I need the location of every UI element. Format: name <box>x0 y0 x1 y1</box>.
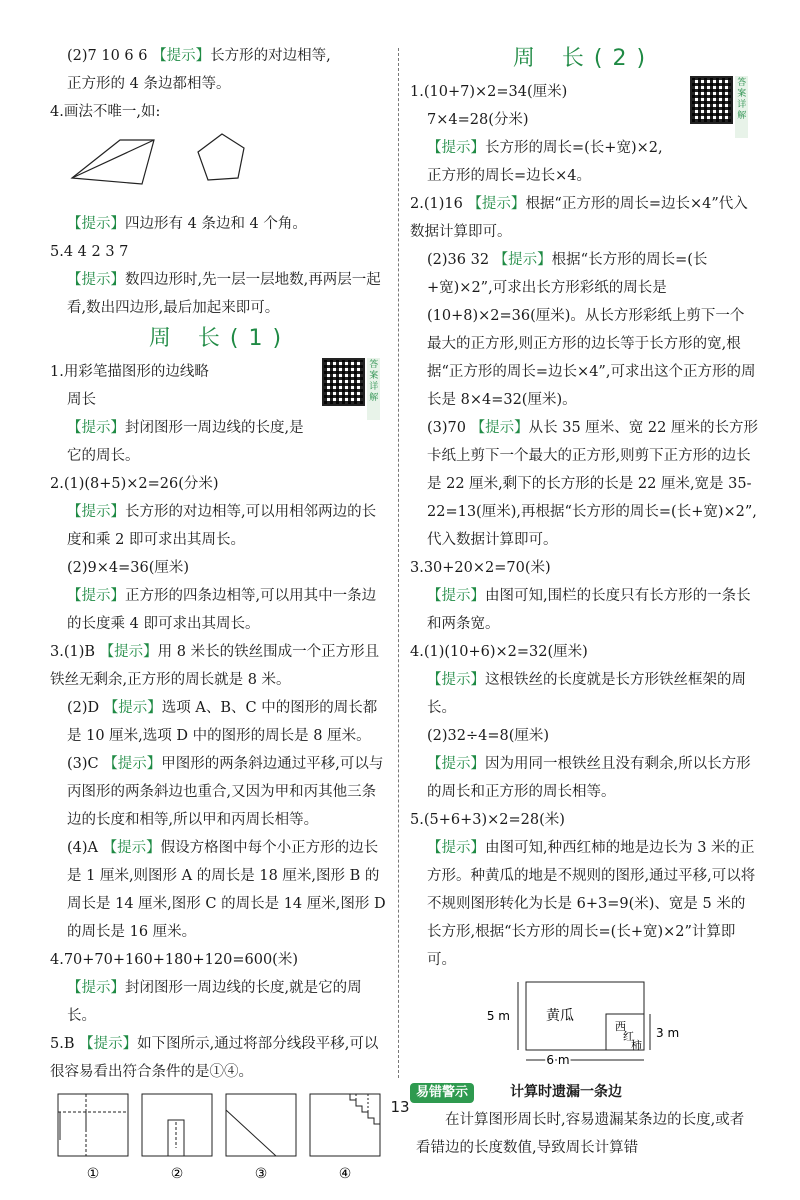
question-4: 4.(1)(10+6)×2=32(厘米) 【提示】这根铁丝的长度就是长方形铁丝框架的周长。 (2)32÷4=8(厘米) 【提示】因为用同一根铁丝且没有剩余,所以长方形的周长和正方形的周长相等。 <box>410 644 751 800</box>
cucumber-label: 黄瓜 <box>546 1008 574 1024</box>
warning-text: 在计算图形周长时,容易遗漏某条边的长度,或者看错边的长度数值,导致周长计算错 <box>416 1112 745 1156</box>
answer-line: (2)7 10 6 6 【提示】长方形的对边相等, <box>67 48 331 64</box>
column-divider <box>398 48 399 1078</box>
figure-label: ② <box>170 1166 184 1182</box>
section-title: 周 长(2) <box>512 46 656 71</box>
svg-text:红: 红 <box>623 1030 634 1043</box>
hint-line: 【提示】四边形有 4 条边和 4 个角。 <box>67 216 307 232</box>
question-5: 5.(5+6+3)×2=28(米) 【提示】由图可知,种西红柿的地是边长为 3 米的正方形。种黄瓜的地是不规则的图形,通过平移,可以将不规则图形转化为长是 6+3=9(米)、宽是 5 米的长方形,根据“长方形的周长=(长+宽)×2”计算即可。 <box>410 812 756 968</box>
right-column <box>410 42 758 1162</box>
question-2: 2.(1)(8+5)×2=26(分米) 【提示】长方形的对边相等,可以用相邻两边的长度和乘 2 即可求出其周长。 (2)9×4=36(厘米) 【提示】正方形的四条边相等,可以用其中一条边的长度乘 4 即可求出其周长。 <box>50 476 377 632</box>
page-number: 13 <box>390 1098 410 1116</box>
hint-line: 【提示】数四边形时,先一层一层地数,再两层一起看,数出四边形,最后加起来即可。 <box>67 272 381 316</box>
qr-code-icon[interactable]: 答 案 详 解 <box>322 358 380 420</box>
error-warning-box <box>410 1078 758 1162</box>
warning-badge: 易错警示 <box>410 1083 474 1103</box>
qr-code-icon[interactable]: 答 案 详 解 <box>690 76 748 138</box>
answer-line: 4.画法不唯一,如: <box>50 104 161 120</box>
figure-label: ③ <box>254 1166 268 1182</box>
svg-text:5 m: 5 m <box>486 1009 510 1023</box>
answer-line: 5.4 4 2 3 7 <box>50 244 129 260</box>
svg-text:3 m: 3 m <box>656 1026 680 1040</box>
question-1: 1.用彩笔描图形的边线略 周长 【提示】封闭图形一周边线的长度,是它的周长。 答 案 详 解 <box>50 360 379 464</box>
figure-label: ④ <box>338 1166 352 1182</box>
answer-line: 正方形的 4 条边都相等。 <box>67 76 231 92</box>
question-3: 3.30+20×2=70(米) 【提示】由图可知,围栏的长度只有长方形的一条长和两条宽。 <box>410 560 751 632</box>
section-title: 周 长(1) <box>148 326 292 351</box>
svg-text:6 m: 6 m <box>546 1053 570 1066</box>
svg-text:柿: 柿 <box>631 1039 642 1052</box>
question-4: 4.70+70+160+180+120=600(米) 【提示】封闭图形一周边线的长度,就是它的周长。 <box>50 952 362 1024</box>
question-3: 3.(1)B 【提示】用 8 米长的铁丝围成一个正方形且铁丝无剩余,正方形的周长就是 8 米。 (2)D 【提示】选项 A、B、C 中的图形的周长都是 10 厘米,选项 D 中的图形的周长是 8 厘米。 (3)C 【提示】甲图形的两条斜边通过平移,可以与丙图形的两条斜边也重合,又因为甲和丙其他三条边的长度和相等,所以甲和丙周长相等。 (4)A 【提示】假设方格图中每个小正方形的边长是 1 厘米,则图形 A 的周长是 18 厘米,图形 B 的周长是 14 厘米,图形 C 的周长是 14 厘米,图形 D 的周长是 16 厘米。 <box>50 644 386 940</box>
drawing-examples <box>50 126 380 200</box>
quadrilateral-shape <box>72 140 154 184</box>
warning-title: 计算时遗漏一条边 <box>510 1084 623 1100</box>
pentagon-shape <box>198 134 244 180</box>
question-5: 5.B 【提示】如下图所示,通过将部分线段平移,可以很容易看出符合条件的是①④。 <box>50 1036 379 1080</box>
question-1: 1.(10+7)×2=34(厘米) 7×4=28(分米) 【提示】长方形的周长=(长+宽)×2,正方形的周长=边长×4。 答 案 详 解 <box>410 78 747 184</box>
figure-label: ① <box>86 1166 100 1182</box>
question-2: 2.(1)16 【提示】根据“正方形的周长=边长×4”代入数据计算即可。 (2)36 32 【提示】根据“长方形的周长=(长+宽)×2”,可求出长方形彩纸的周长是(10+8)×2=36(厘米)。从长方形彩纸上剪下一个最大的正方形,则正方形的边长等于长方形的宽,根据“正方形的周长=边长×4”,可求出这个正方形的周长是 8×4=32(厘米)。 (3)70 【提示】从长 35 厘米、宽 22 厘米的长方形卡纸上剪下一个最大的正方形,则剪下正方形的边长是 22 厘米,剩下的长方形的长是 22 厘米,宽是 35-22=13(厘米),再根据“长方形的周长=(长+宽)×2”,代入数据计算即可。 <box>410 196 758 548</box>
left-column <box>50 42 390 1200</box>
svg-text:西: 西 <box>615 1020 626 1033</box>
garden-diagram <box>410 974 758 1066</box>
